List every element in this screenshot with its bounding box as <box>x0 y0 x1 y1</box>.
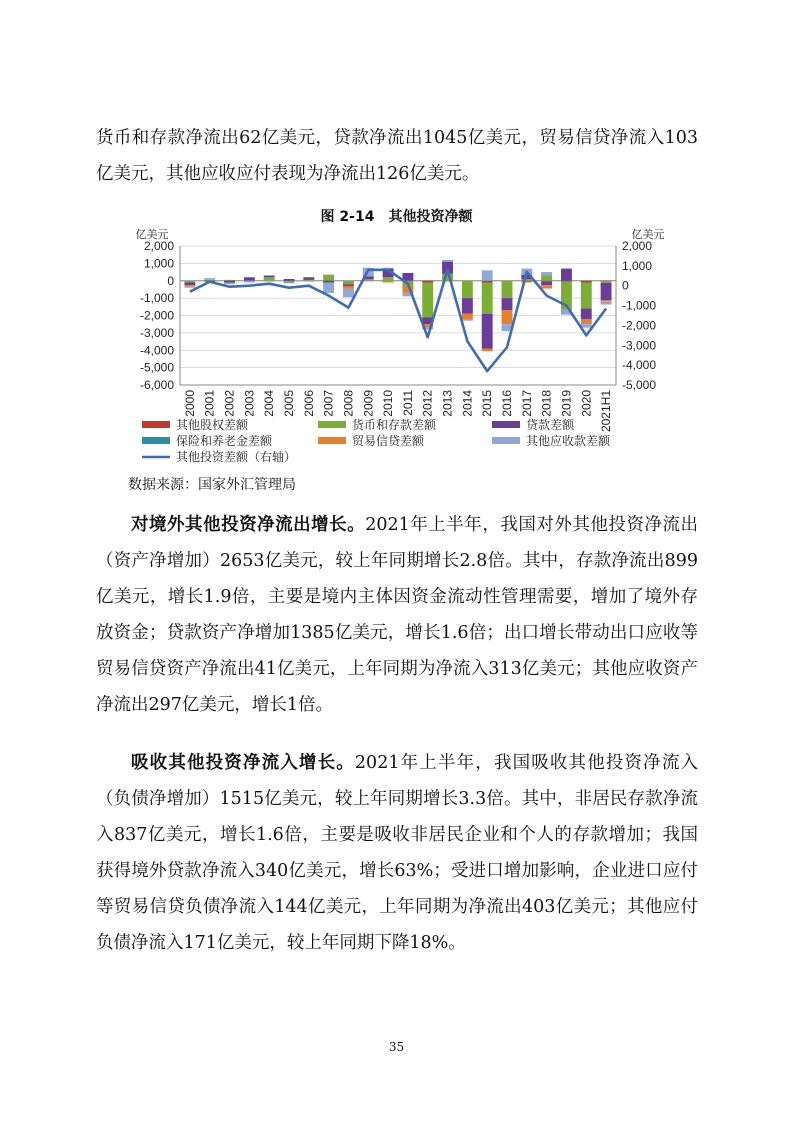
bar-segment <box>601 300 612 301</box>
legend-item <box>492 417 575 432</box>
bar-segment <box>541 282 552 285</box>
bar-segment <box>482 281 493 283</box>
category-label: 2005 <box>282 390 296 417</box>
bar-segment <box>541 276 552 281</box>
category-label: 2016 <box>500 390 514 417</box>
left-tick-label: -1,000 <box>139 291 174 306</box>
bar-segment <box>462 314 473 319</box>
bar-segment <box>224 280 235 281</box>
bar-segment <box>184 282 195 285</box>
bar-segment <box>422 281 433 283</box>
paragraph-inflow <box>96 745 698 961</box>
bar-segment <box>204 278 215 280</box>
legend-item <box>142 417 249 432</box>
category-label: 2019 <box>559 390 574 417</box>
figure-number: 图 2-14 <box>320 209 375 225</box>
category-label: 2007 <box>321 390 336 417</box>
legend-swatch <box>492 437 520 444</box>
bar-segment <box>224 282 235 284</box>
legend-label: 贸易信贷差额 <box>352 434 425 448</box>
right-tick-label: -5,000 <box>622 378 657 392</box>
bar-segment <box>541 272 552 275</box>
right-axis-unit: 亿美元 <box>631 229 665 241</box>
legend-swatch <box>142 421 170 428</box>
bar-segment <box>482 270 493 280</box>
category-label: 2017 <box>519 390 534 417</box>
right-tick-label: -3,000 <box>622 338 657 353</box>
legend-label: 其他投资差额（右轴） <box>176 450 297 464</box>
bar-segment <box>581 309 592 319</box>
bar-segment <box>323 275 334 281</box>
legend-label: 货币和存款差额 <box>352 418 437 432</box>
bar-segment <box>561 269 572 281</box>
right-tick-label: 0 <box>622 278 629 293</box>
paragraph-outflow <box>96 507 698 723</box>
category-label: 2004 <box>262 390 277 417</box>
bar-segment <box>383 268 394 269</box>
category-label: 2009 <box>361 390 376 417</box>
bar-segment <box>284 282 295 283</box>
category-label: 2014 <box>460 390 475 417</box>
bar-segment <box>502 281 513 298</box>
bar-segment <box>601 283 612 300</box>
paragraph-outflow-body: 2021年上半年，我国对外其他投资净流出（资产净增加）2653亿美元，较上年同期增长2.8倍。其中，存款净流出899亿美元，增长1.9倍，主要是境内主体因资金流动性管理需要，增加了境外存放资金；贷款资产净增加1385亿美元，增长1.6倍；出口增长带动出口应收等贸易信贷资产净流出41亿美元，上年同期为净流入313亿美元；其他应收资产净流出297亿美元，增长1倍。 <box>96 515 698 715</box>
category-label: 2000 <box>182 390 197 417</box>
legend-label: 保险和养老金差额 <box>176 434 273 448</box>
left-tick-label: -4,000 <box>139 343 174 358</box>
legend-label: 贷款差额 <box>526 418 575 432</box>
category-label: 2003 <box>242 390 257 417</box>
left-tick-label: 2,000 <box>143 239 174 253</box>
legend-item <box>318 417 437 432</box>
category-label: 2018 <box>539 390 554 417</box>
bar-segment <box>264 276 275 278</box>
bar-segment <box>482 282 493 313</box>
left-tick-label: -6,000 <box>139 378 174 392</box>
bar-segment <box>284 279 295 281</box>
figure-title-text: 其他投资净额 <box>388 209 473 225</box>
bar-segment <box>581 324 592 327</box>
category-label: 2008 <box>341 390 356 417</box>
paragraph-outflow-lead: 对境外其他投资净流出增长。 <box>131 515 366 535</box>
bar-segment <box>343 281 354 284</box>
bar-segment <box>502 310 513 324</box>
bar-segment <box>343 284 354 286</box>
paragraph-inflow-lead: 吸收其他投资净流入增长。 <box>131 753 355 773</box>
bar-segment <box>284 281 295 283</box>
right-tick-label: -2,000 <box>622 318 657 333</box>
other-investment-chart <box>118 226 678 472</box>
left-tick-label: 0 <box>167 273 174 288</box>
bar-segment <box>323 281 334 283</box>
category-label: 2002 <box>222 390 237 417</box>
legend-label: 其他应收款差额 <box>526 434 611 448</box>
bar-segment <box>343 289 354 298</box>
left-tick-label: -2,000 <box>139 308 174 323</box>
left-axis-unit: 亿美元 <box>135 229 169 241</box>
category-label: 2006 <box>301 390 316 417</box>
left-tick-label: 1,000 <box>143 256 174 271</box>
bar-segment <box>244 277 255 280</box>
bar-segment <box>184 285 195 287</box>
category-label: 2001 <box>202 390 217 417</box>
legend-label: 其他股权差额 <box>176 418 249 432</box>
paragraph-intro: 货币和存款净流出62亿美元，贷款净流出1045亿美元，贸易信贷净流入103亿美元，其他应收应付表现为净流出126亿美元。 <box>96 128 698 184</box>
legend-swatch <box>142 437 170 444</box>
category-label: 2012 <box>420 390 435 417</box>
bar-segment <box>462 319 473 321</box>
bar-segment <box>343 286 354 289</box>
bar-segment <box>482 349 493 352</box>
legend-item <box>492 433 611 448</box>
bar-segment <box>184 287 195 288</box>
bar-segment <box>244 281 255 283</box>
category-label: 2011 <box>400 390 415 416</box>
figure-source: 数据来源：国家外汇管理局 <box>128 477 296 493</box>
category-label: 2015 <box>480 390 495 417</box>
paragraph-inflow-body: 2021年上半年，我国吸收其他投资净流入（负债净增加）1515亿美元，较上年同期增长3.3倍。其中，非居民存款净流入837亿美元，增长1.6倍，主要是吸收非居民企业和个人的存款增加；我国获得境外贷款净流入340亿美元，增长63%；受进口增加影响，企业进口应付等贸易信贷负债净流入144亿美元，上年同期为净流出403亿美元；其他应付负债净流入171亿美元，较上年同期下降18%。 <box>96 753 699 953</box>
bar-segment <box>264 277 275 280</box>
bar-segment <box>422 282 433 317</box>
legend-swatch <box>318 421 346 428</box>
right-tick-label: 1,000 <box>622 258 653 273</box>
bar-segment <box>601 281 612 283</box>
bar-segment <box>521 279 532 281</box>
right-tick-label: -4,000 <box>622 358 657 373</box>
left-tick-label: -3,000 <box>139 325 174 340</box>
bar-segment <box>224 281 235 283</box>
bar-segment <box>581 282 592 308</box>
bar-segment <box>601 301 612 304</box>
legend-item <box>318 433 425 448</box>
page-number: 35 <box>388 1040 405 1054</box>
category-label: 2013 <box>440 390 455 417</box>
bar-segment <box>383 277 394 280</box>
bar-segment <box>462 281 473 298</box>
bar-segment <box>303 277 314 280</box>
bar-segment <box>502 298 513 310</box>
legend-item <box>142 449 296 464</box>
legend-item <box>142 433 273 448</box>
bar-segment <box>264 281 275 282</box>
bar-segment <box>561 281 572 282</box>
bar-segment <box>383 281 394 283</box>
bar-segment <box>541 281 552 282</box>
bar-segment <box>442 260 453 262</box>
bar-segment <box>323 282 334 292</box>
category-label: 2010 <box>381 390 396 417</box>
legend-swatch <box>318 437 346 444</box>
bar-segment <box>541 285 552 288</box>
bar-segment <box>482 314 493 349</box>
bar-segment <box>303 280 314 281</box>
right-tick-label: 2,000 <box>622 239 653 253</box>
left-tick-label: -5,000 <box>139 360 174 375</box>
bar-segment <box>581 319 592 324</box>
bar-segment <box>462 298 473 314</box>
figure-title <box>0 206 793 226</box>
bar-segment <box>184 281 195 283</box>
legend-swatch <box>492 421 520 428</box>
chart-legend <box>142 417 611 464</box>
category-label: 2021H1 <box>599 390 614 433</box>
bar-segment <box>303 281 314 282</box>
bar-segment <box>581 281 592 283</box>
category-label: 2020 <box>579 390 594 417</box>
right-tick-label: -1,000 <box>622 298 657 313</box>
